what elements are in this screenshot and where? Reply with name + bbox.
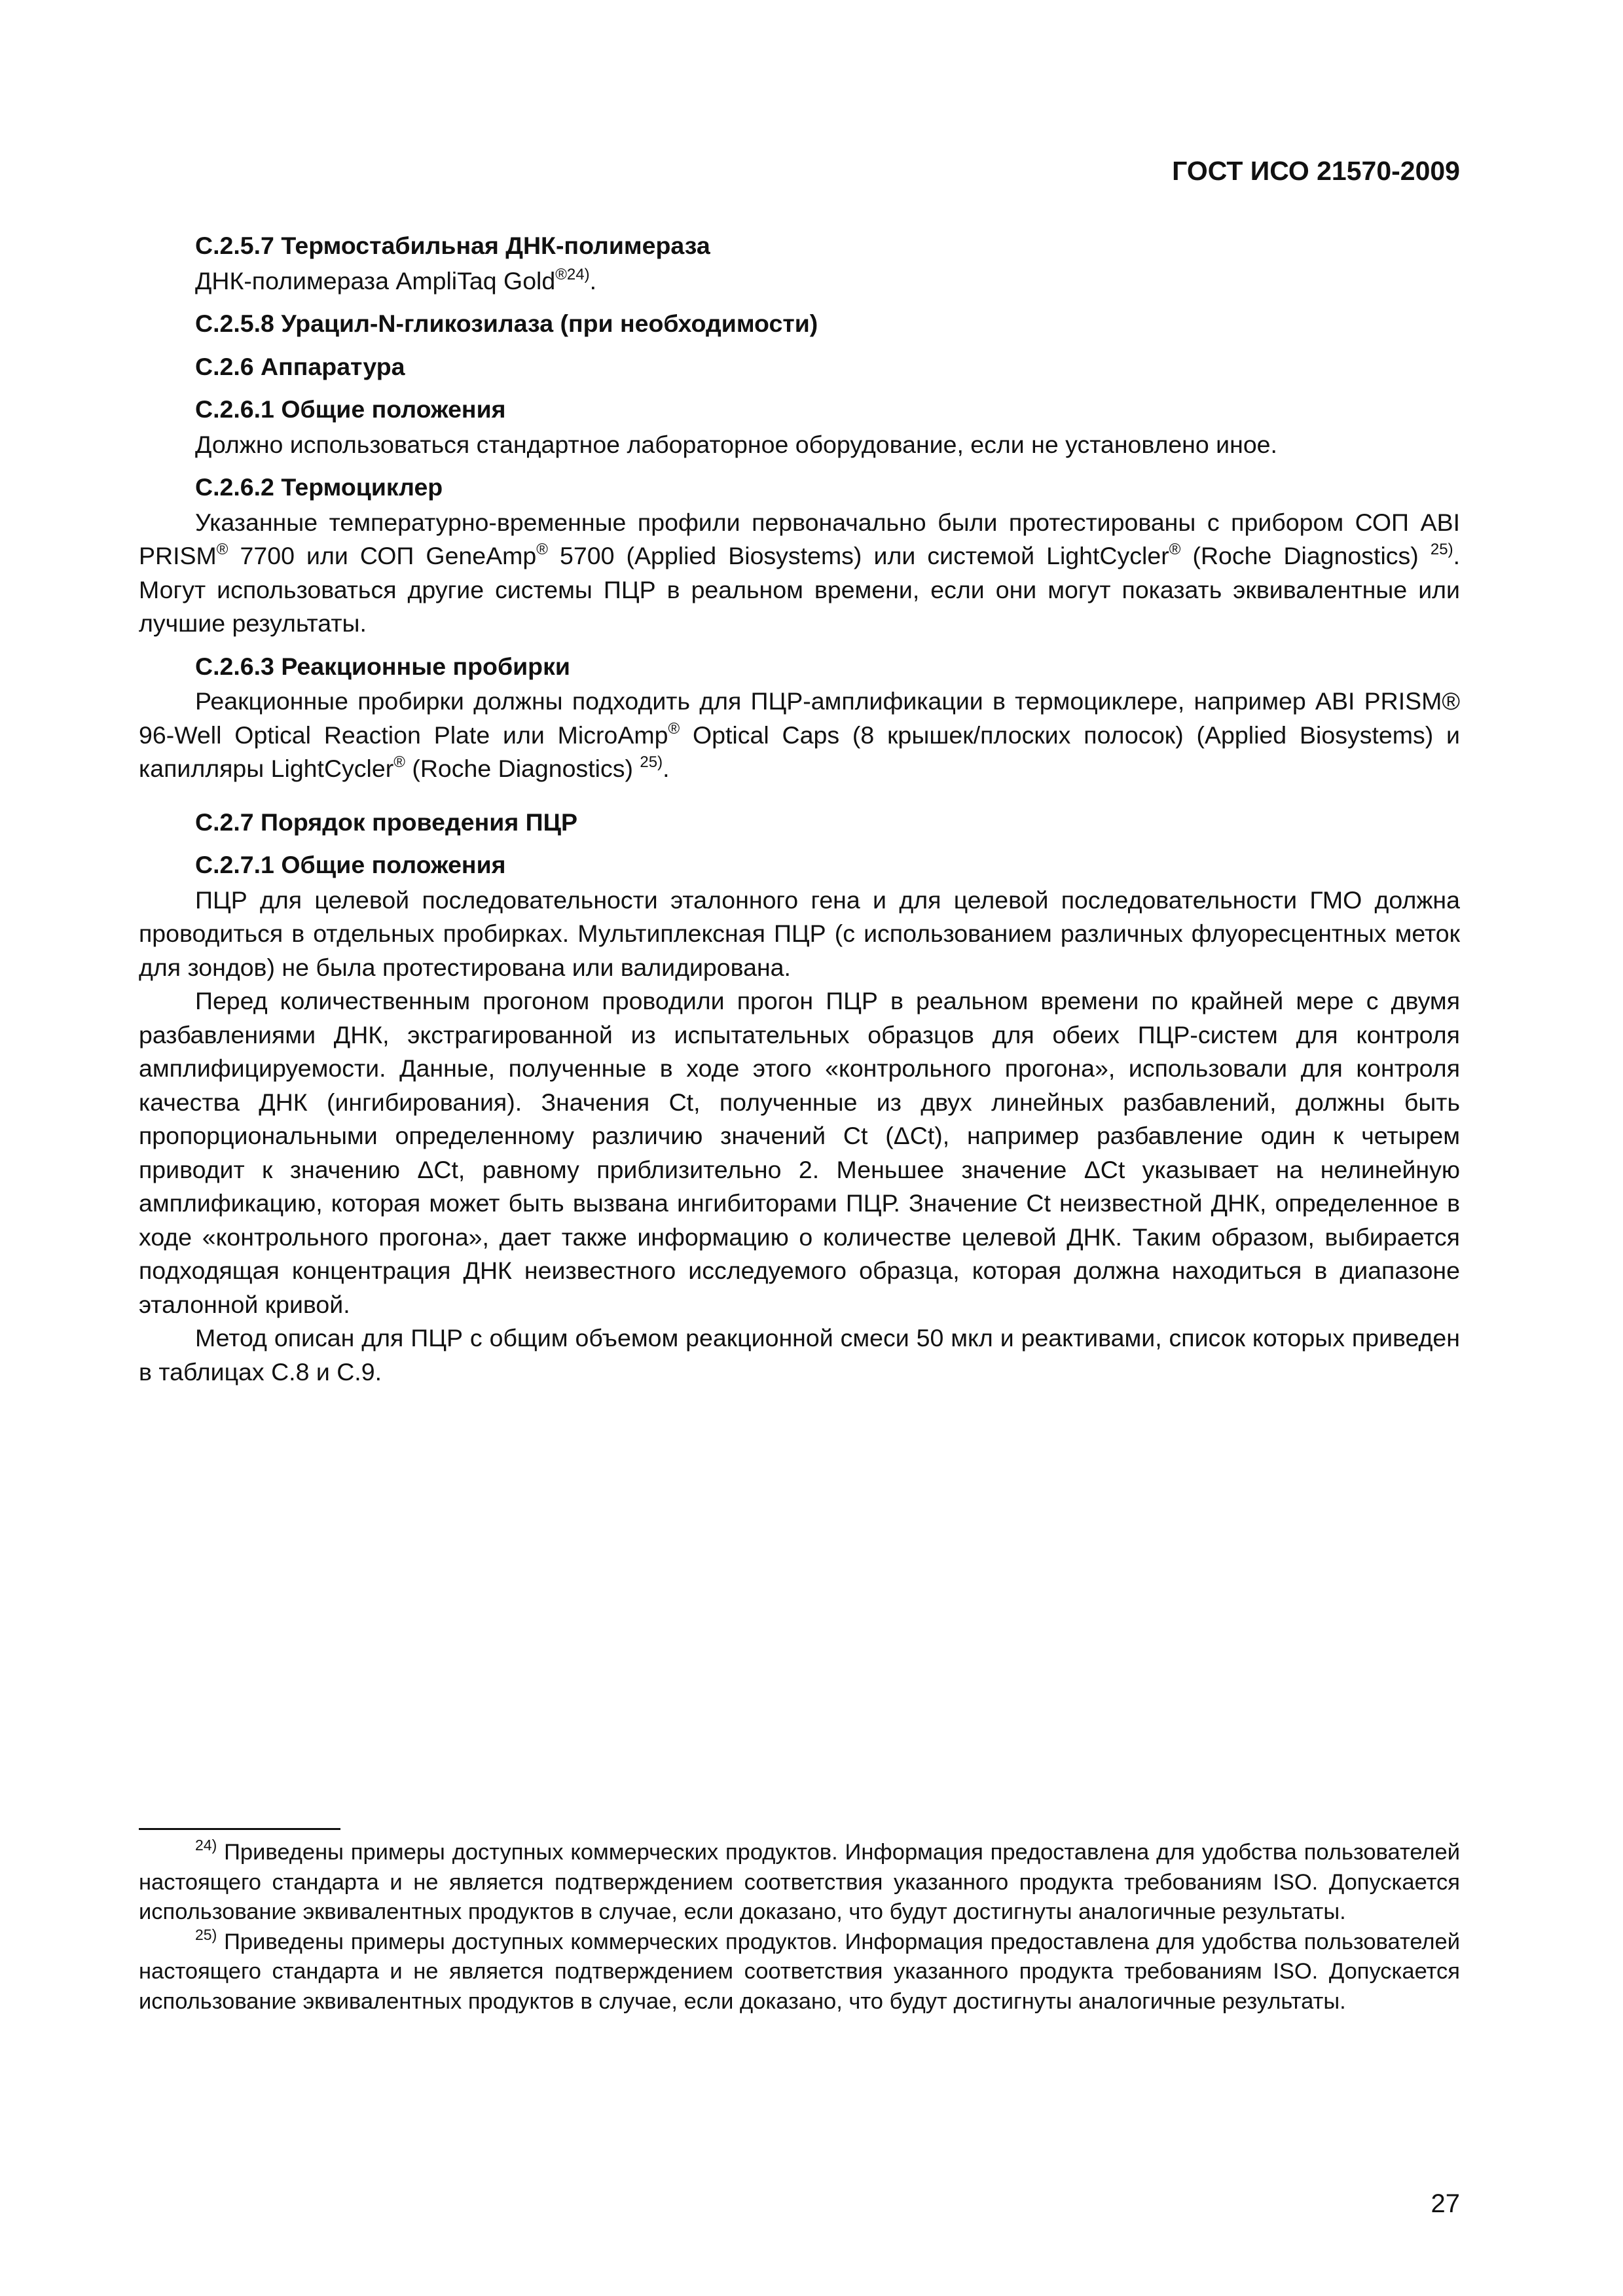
paragraph: ПЦР для целевой последовательности эталонного гена и для целевой последовательности ГМО должна проводиться в отдельных пробирках. Мультиплексная ПЦР (с использованием различных флуоресцентных меток для зондов) не была протестирована или валидирована.: [139, 886, 1460, 981]
section-heading-c27: С.2.7 Порядок проведения ПЦР: [195, 808, 577, 836]
section-heading-c258: С.2.5.8 Урацил-N-гликозилаза (при необходимости): [195, 310, 818, 337]
footnote-ref-24[interactable]: 24): [566, 265, 590, 283]
footnote-mark: 24): [195, 1837, 217, 1854]
page-number: 27: [1431, 2189, 1460, 2218]
footnote-mark: 25): [195, 1926, 217, 1943]
footnotes: [139, 1838, 1460, 2017]
section-heading-c26: С.2.6 Аппаратура: [195, 352, 405, 380]
footnote-ref-25[interactable]: 25): [1430, 541, 1453, 558]
paragraph: Перед количественным прогоном проводили прогон ПЦР в реальном времени по крайней мере с двумя разбавлениями ДНК, экстрагированной из испытательных образцов для обеих ПЦР-систем для контроля амплифицируемости. Данные, полученные в ходе этого «контрольного прогона», использовали для контроля качества ДНК (ингибирования). Значения Ct, полученные из двух линейных разбавлений, должны быть пропорциональными определенному различию значений Ct (ΔCt), например разбавление один к четырем приводит к значению ΔCt, равному приблизительно 2. Меньшее значение ΔCt указывает на нелинейную амплификацию, которая может быть вызвана ингибиторами ПЦР. Значение Ct неизвестной ДНК, определенное в ходе «контрольного прогона», дает также информацию о количестве целевой ДНК. Таким образом, выбирается подходящая концентрация ДНК неизвестного исследуемого образца, которая должна находиться в диапазоне эталонной кривой.: [139, 987, 1460, 1318]
footnote-ref-25[interactable]: 25): [640, 753, 663, 771]
section-heading-c261: С.2.6.1 Общие положения: [195, 395, 506, 423]
section-heading-c262: С.2.6.2 Термоциклер: [195, 473, 443, 501]
section-text-c261: Должно использоваться стандартное лабораторное оборудование, если не установлено иное.: [195, 430, 1277, 458]
footnote-25: $^{25)}$ Приведены примеры доступных коммерческих продуктов. Информация предоставлена для удобства пользователей настоящего стандарта и не является подтверждением соответствия указанного продукта требованиям ISO. Допускается использование эквивалентных продуктов в случае, если доказано, что будут достигнуты аналогичные результаты.: [139, 1926, 1460, 2014]
section-heading-c263: С.2.6.3 Реакционные пробирки: [195, 652, 570, 680]
document-body: [139, 229, 1460, 1389]
document-header: ГОСТ ИСО 21570-2009: [1172, 156, 1460, 186]
footnote-24: $^{24)}$ Приведены примеры доступных коммерческих продуктов. Информация предоставлена для удобства пользователей настоящего стандарта и не является подтверждением соответствия указанного продукта требованиям ISO. Допускается использование эквивалентных продуктов в случае, если доказано, что будут достигнуты аналогичные результаты.: [139, 1837, 1460, 1924]
section-heading-c271: С.2.7.1 Общие положения: [195, 851, 506, 878]
section-heading-c257: С.2.5.7 Термостабильная ДНК-полимераза: [195, 232, 710, 259]
footnote-divider: [139, 1828, 340, 1830]
section-text-c263: Реакционные пробирки должны подходить для ПЦР-амплификации в термоциклере, например ABI PRISM® 96-Well Optical Reaction Plate или MicroAmp® Optical Caps (8 крышек/плоских полосок) (Applied Biosystems) и капилляры LightCycler® (Roche Diagnostics) $^{25)}$.: [139, 687, 1460, 782]
section-text-c262: Указанные температурно-временные профили первоначально были протестированы с прибором СОП ABI PRISM® 7700 или СОП GeneAmp® 5700 (Applied Biosystems) или системой LightCycler® (Roche Diagnostics) $^{25)}$. Могут использоваться другие системы ПЦР в реальном времени, если они могут показать эквивалентные или лучшие результаты.: [139, 508, 1460, 637]
section-text-c257: ДНК-полимераза AmpliTaq Gold$^{®24)}$.: [195, 265, 597, 295]
paragraph: Метод описан для ПЦР с общим объемом реакционной смеси 50 мкл и реактивами, список которых приведен в таблицах С.8 и С.9.: [139, 1324, 1460, 1386]
